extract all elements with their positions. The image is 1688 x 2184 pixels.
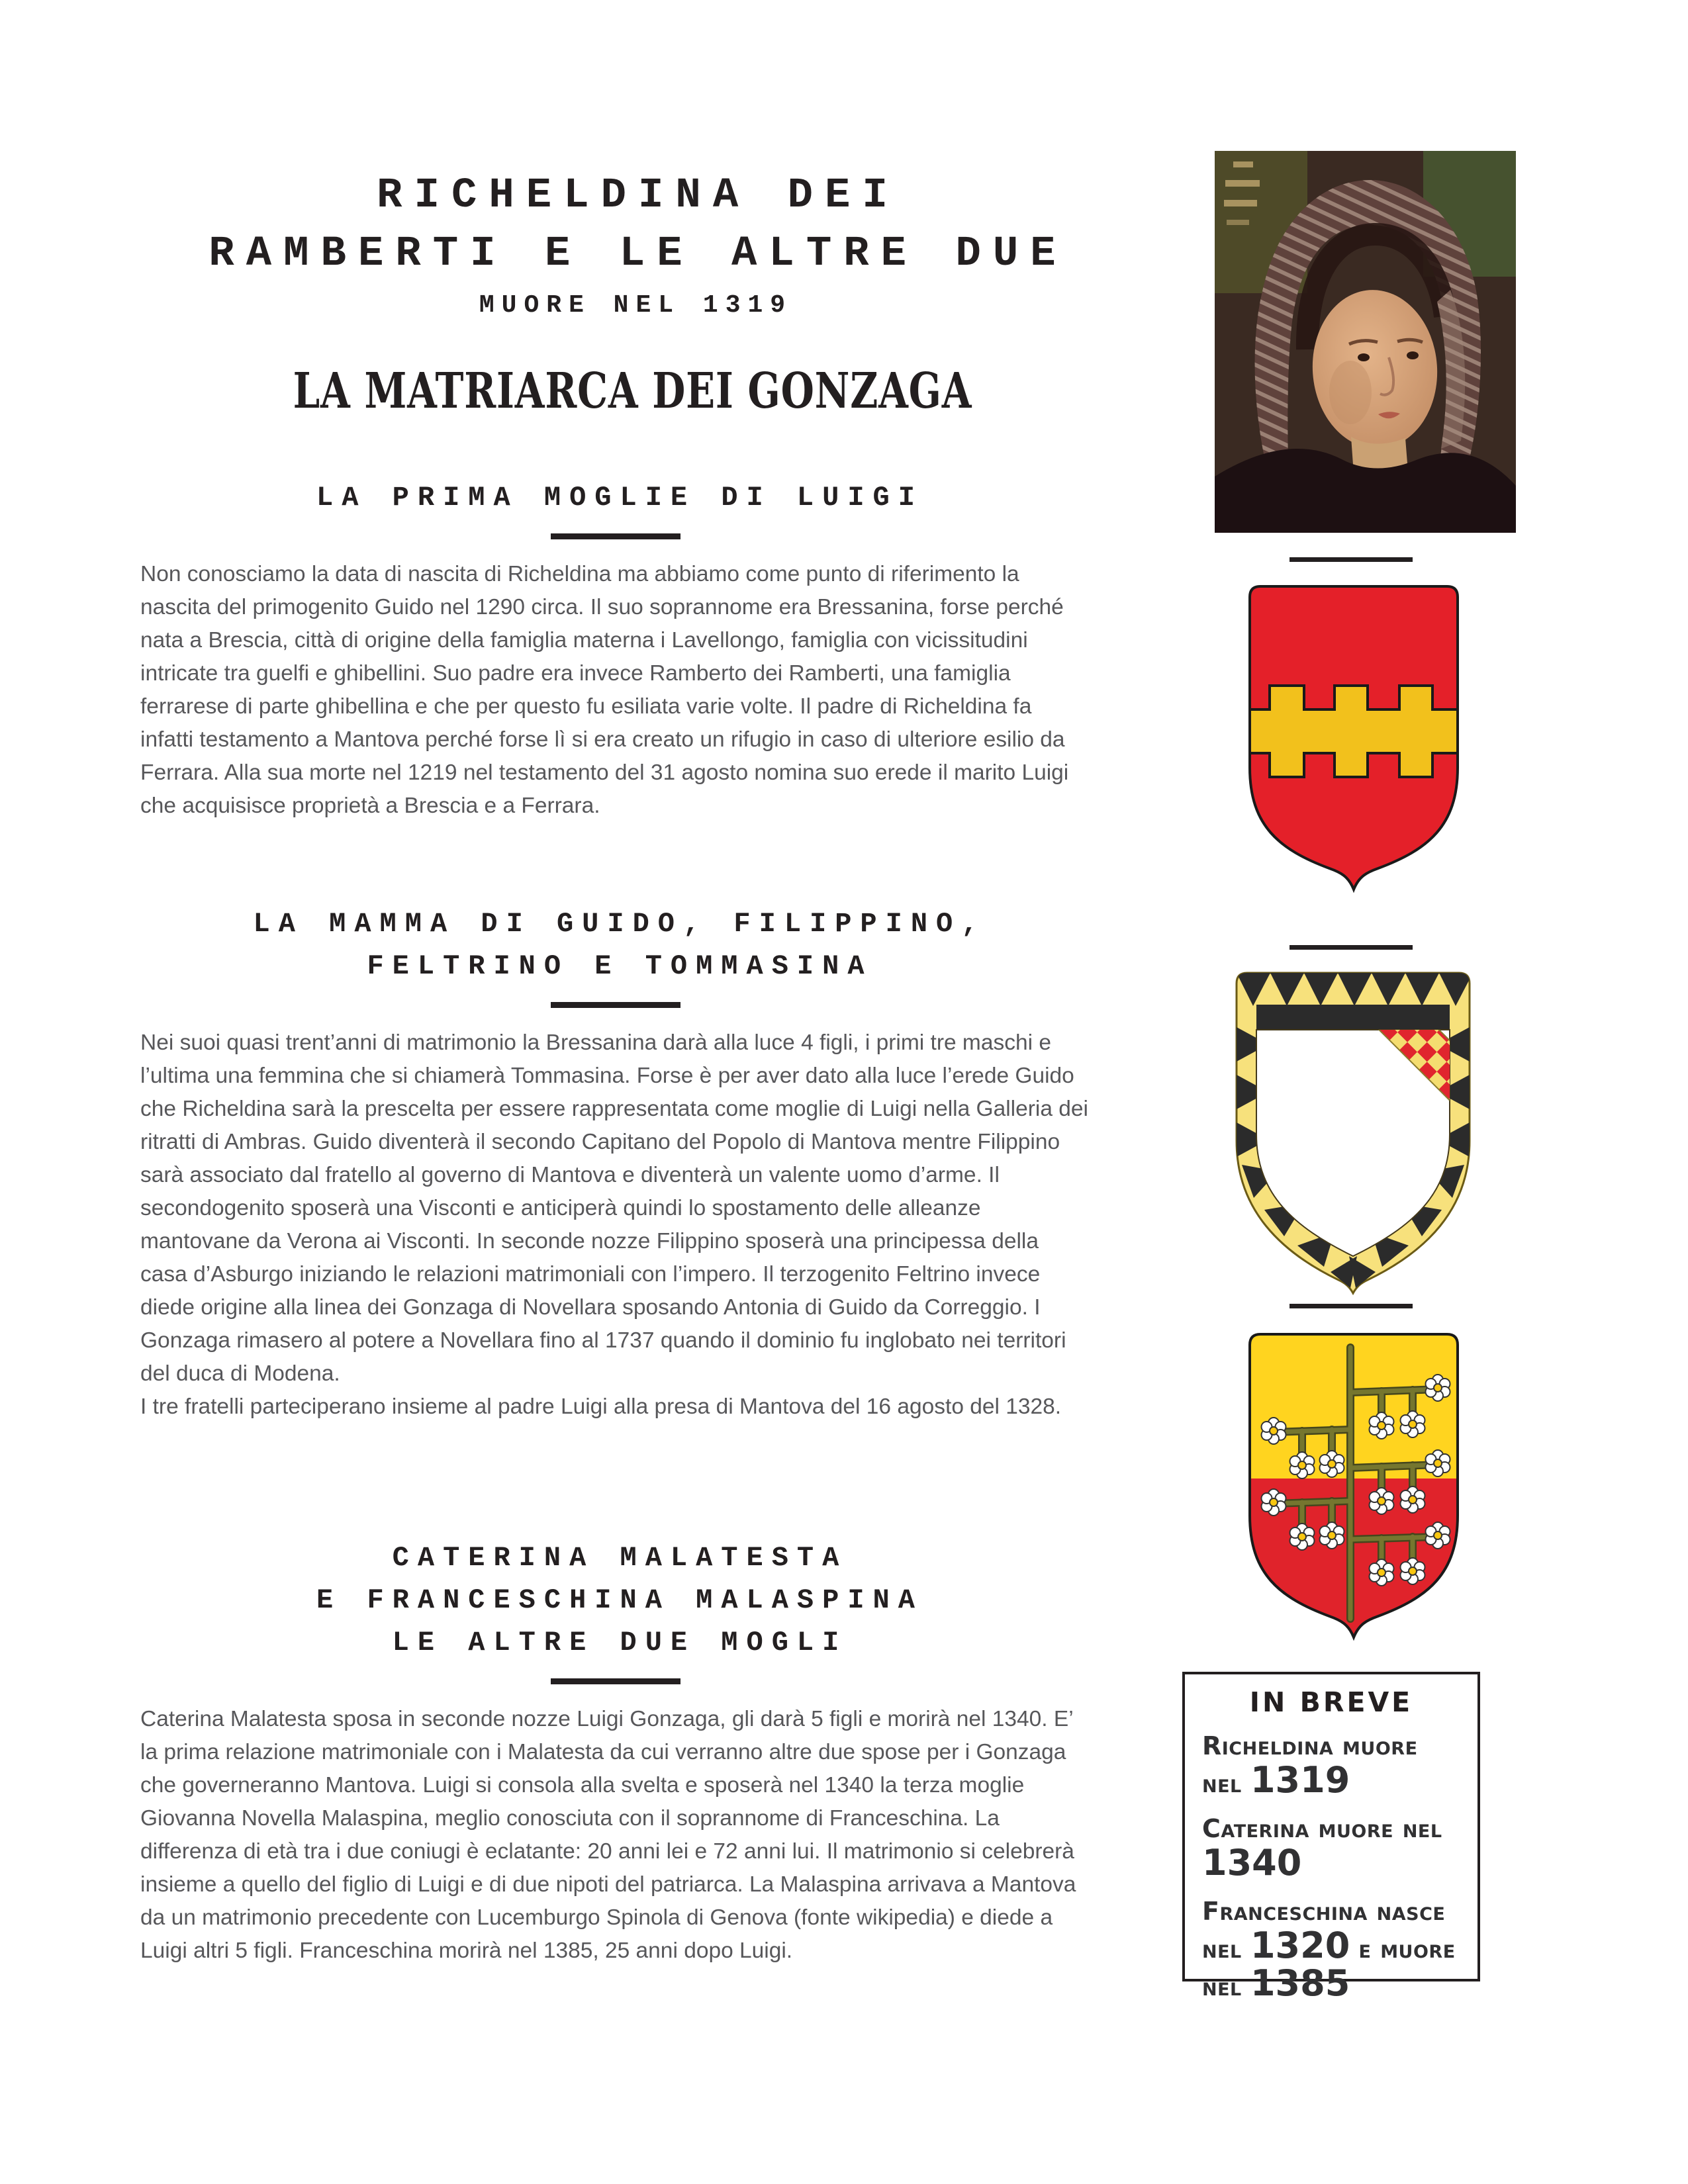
heading-divider bbox=[551, 1678, 680, 1684]
coat-of-arms-flowering-thorn bbox=[1233, 1325, 1475, 1644]
page-title-line-2: RAMBERTI E LE ALTRE DUE bbox=[209, 230, 1068, 278]
in-breve-title: IN BREVE bbox=[1249, 1686, 1413, 1718]
masthead bbox=[139, 167, 1125, 320]
in-breve-box bbox=[1182, 1672, 1480, 2004]
section-mamma-di-guido bbox=[139, 903, 1092, 1424]
coat-of-arms-embattled-fess bbox=[1233, 577, 1475, 896]
body-paragraph: Non conosciamo la data di nascita di Richeldina ma abbiamo come punto di riferimento la nascita del primogenito Guido nel 1290 circa. Il suo soprannome era Bressanina, forse perché nata a Brescia, città di origine della famiglia materna i Lavellongo, famiglia con vicissitudini intricate tra guelfi e ghibellini. Suo padre era invece Ramberto dei Ramberti, una famiglia ferrarese di parte ghibellina e che per questo fu esiliata varie volte. Il padre di Richeldina fa infatti testamento a Mantova perché forse lì si era creato un rifugio in caso di ulteriore esilio da Ferrara. Alla sua morte nel 1219 nel testamento del 31 agosto nomina suo erede il marito Luigi che acquisisce proprietà a Brescia e a Ferrara. bbox=[140, 562, 1069, 818]
heading-divider bbox=[551, 1002, 680, 1008]
column-divider bbox=[1289, 557, 1413, 562]
shield-flowering-thorn-image bbox=[1233, 1325, 1475, 1644]
section-heading: LA MAMMA DI GUIDO, FILIPPINO, bbox=[253, 908, 987, 940]
brief-item bbox=[1202, 1894, 1460, 2004]
brief-year: 1320 bbox=[1250, 1925, 1350, 1966]
page-subtitle: MUORE NEL 1319 bbox=[479, 291, 793, 320]
section-heading: LE ALTRE DUE MOGLI bbox=[392, 1627, 848, 1659]
brief-text: e muore nel bbox=[1202, 1934, 1456, 2001]
brief-year: 1340 bbox=[1202, 1842, 1302, 1884]
section-altre-due-mogli bbox=[139, 1537, 1092, 1968]
section-heading: LA PRIMA MOGLIE DI LUIGI bbox=[316, 482, 923, 514]
page-title-line-1: RICHELDINA DEI bbox=[377, 172, 900, 220]
brief-text: Richeldina muore nel bbox=[1202, 1731, 1418, 1798]
brief-year: 1385 bbox=[1250, 1962, 1350, 2004]
brief-year: 1319 bbox=[1250, 1759, 1350, 1801]
portrait-painting bbox=[1215, 151, 1516, 533]
section-heading: E FRANCESCHINA MALASPINA bbox=[316, 1584, 923, 1616]
shield-embattled-fess-image bbox=[1233, 577, 1475, 896]
portrait-image bbox=[1215, 151, 1516, 533]
brief-text: Franceschina nasce nel bbox=[1202, 1897, 1446, 1964]
heading-divider bbox=[551, 533, 680, 539]
section-heading: CATERINA MALATESTA bbox=[392, 1542, 848, 1574]
brief-item bbox=[1202, 1811, 1460, 1884]
shield-checky-bends-image bbox=[1223, 964, 1483, 1302]
body-paragraph: Nei suoi quasi trent’anni di matrimonio la Bressanina darà alla luce 4 figli, i primi tre maschi e l’ultima una femmina che si chiamerà Tommasina. Forse è per aver dato alla luce l’erede Guido che Richeldina sarà la prescelta per essere rappresentata come moglie di Luigi nella Galleria dei ritratti di Ambras. Guido diventerà il secondo Capitano del Popolo di Mantova mentre Filippino sarà associato dal fratello al governo di Mantova e diventerà un valente uomo d’arme. Il secondogenito sposerà una Visconti e anticiperà quindi lo spostamento delle alleanze mantovane da Verona ai Visconti. In seconde nozze Filippino sposerà una principessa della casa d’Asburgo iniziando le relazioni matrimoniali con l’impero. Il terzogenito Feltrino invece diede origine alla linea dei Gonzaga di Novellara sposando Antonia di Guido da Correggio. I Gonzaga rimasero al potere a Novellara fino al 1737 quando il dominio fu inglobato nei territori del duca di Modena. bbox=[140, 1030, 1088, 1386]
brief-text: Caterina muore nel bbox=[1202, 1814, 1442, 1843]
body-paragraph: I tre fratelli parteciperano insieme al padre Luigi alla presa di Mantova del 16 agosto del 1328. bbox=[140, 1394, 1062, 1419]
section-prima-moglie bbox=[139, 477, 1092, 823]
body-paragraph: Caterina Malatesta sposa in seconde nozze Luigi Gonzaga, gli darà 5 figli e morirà nel 1340. E’ la prima relazione matrimoniale con i Malatesta da cui verranno altre due spose per i Gonzaga che governeranno Mantova. Luigi si consola alla svelta e sposerà nel 1340 la terza moglie Giovanna Novella Malaspina, meglio conosciuta con il soprannome di Franceschina. La differenza di età tra i due coniugi è eclatante: 20 anni lei e 72 anni lui. Il matrimonio si celebrerà insieme a quello del figlio di Luigi e di due nipoti del patriarca. La Malaspina arrivava a Mantova da un matrimonio precedente con Lucemburgo Spinola di Genova (fonte wikipedia) e diede a Luigi altri 5 figli. Franceschina morirà nel 1385, 25 anni dopo Luigi. bbox=[140, 1707, 1076, 1963]
section-heading: FELTRINO E TOMMASINA bbox=[367, 950, 873, 982]
coat-of-arms-checky-bends bbox=[1223, 964, 1483, 1302]
brief-item bbox=[1202, 1729, 1460, 1801]
column-divider bbox=[1289, 1304, 1413, 1308]
column-divider bbox=[1289, 945, 1413, 950]
kicker-heading: LA MATRIARCA DEI GONZAGA bbox=[293, 363, 972, 420]
